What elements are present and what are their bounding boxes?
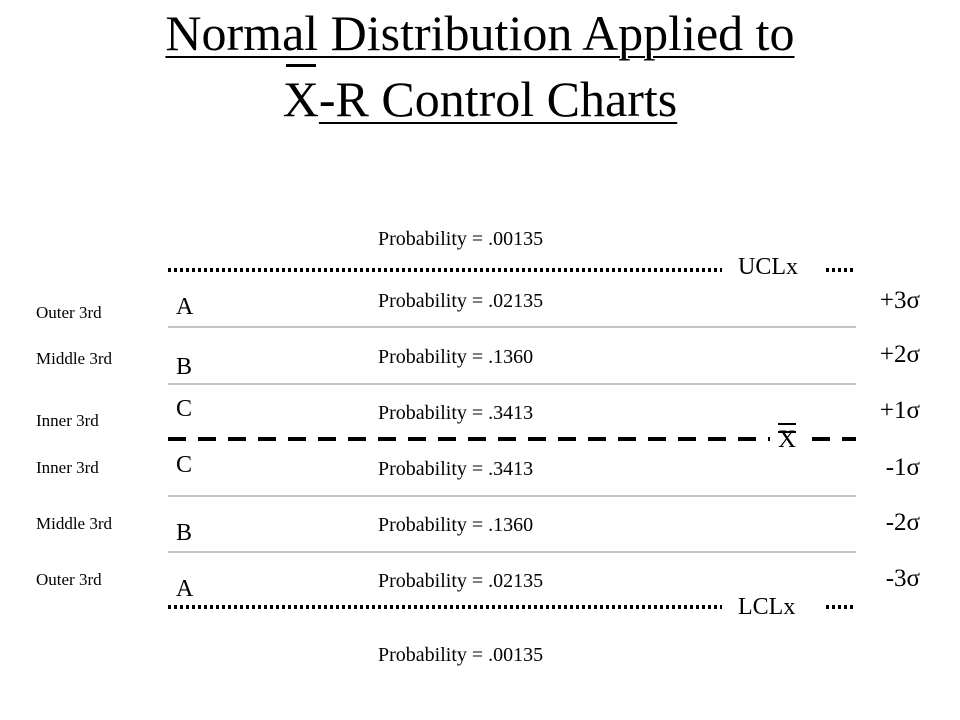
ucl-label: UCLx <box>738 254 798 280</box>
third-label-outer-lower: Outer 3rd <box>36 570 102 589</box>
title-xbar-symbol: X <box>283 70 319 128</box>
third-label-middle-upper: Middle 3rd <box>36 349 113 368</box>
probability-zone-b-lower: Probability = .1360 <box>378 514 534 536</box>
probability-zone-c-upper: Probability = .3413 <box>378 402 534 424</box>
lcl-label: LCLx <box>738 594 796 620</box>
probability-above-ucl: Probability = .00135 <box>378 228 544 250</box>
third-label-inner-lower: Inner 3rd <box>36 458 99 477</box>
sigma-label-minus-3: -3σ <box>885 565 920 592</box>
probability-below-lcl: Probability = .00135 <box>378 644 544 666</box>
probability-zone-a-lower: Probability = .02135 <box>378 570 544 592</box>
probability-zone-b-upper: Probability = .1360 <box>378 346 534 368</box>
zone-label-c-lower: C <box>176 452 193 478</box>
zone-label-b-lower: B <box>176 520 193 546</box>
centerline-label: X <box>778 426 796 454</box>
probability-zone-c-lower: Probability = .3413 <box>378 458 534 480</box>
sigma-label-plus-1: +1σ <box>879 397 920 424</box>
title-text-1: Normal Distribution Applied to <box>165 5 795 61</box>
third-label-outer-upper: Outer 3rd <box>36 303 102 322</box>
sigma-label-plus-3: +3σ <box>879 287 920 314</box>
zone-label-a-upper: A <box>176 294 194 320</box>
sigma-label-minus-1: -1σ <box>885 454 920 481</box>
sigma-label-plus-2: +2σ <box>879 341 920 368</box>
zone-label-b-upper: B <box>176 354 193 380</box>
zone-label-a-lower: A <box>176 576 194 602</box>
third-label-middle-lower: Middle 3rd <box>36 514 113 533</box>
zone-label-c-upper: C <box>176 396 193 422</box>
title-text-2: -R Control Charts <box>318 71 678 127</box>
probability-zone-a-upper: Probability = .02135 <box>378 290 544 312</box>
sigma-label-minus-2: -2σ <box>885 509 920 536</box>
third-label-inner-upper: Inner 3rd <box>36 411 99 430</box>
